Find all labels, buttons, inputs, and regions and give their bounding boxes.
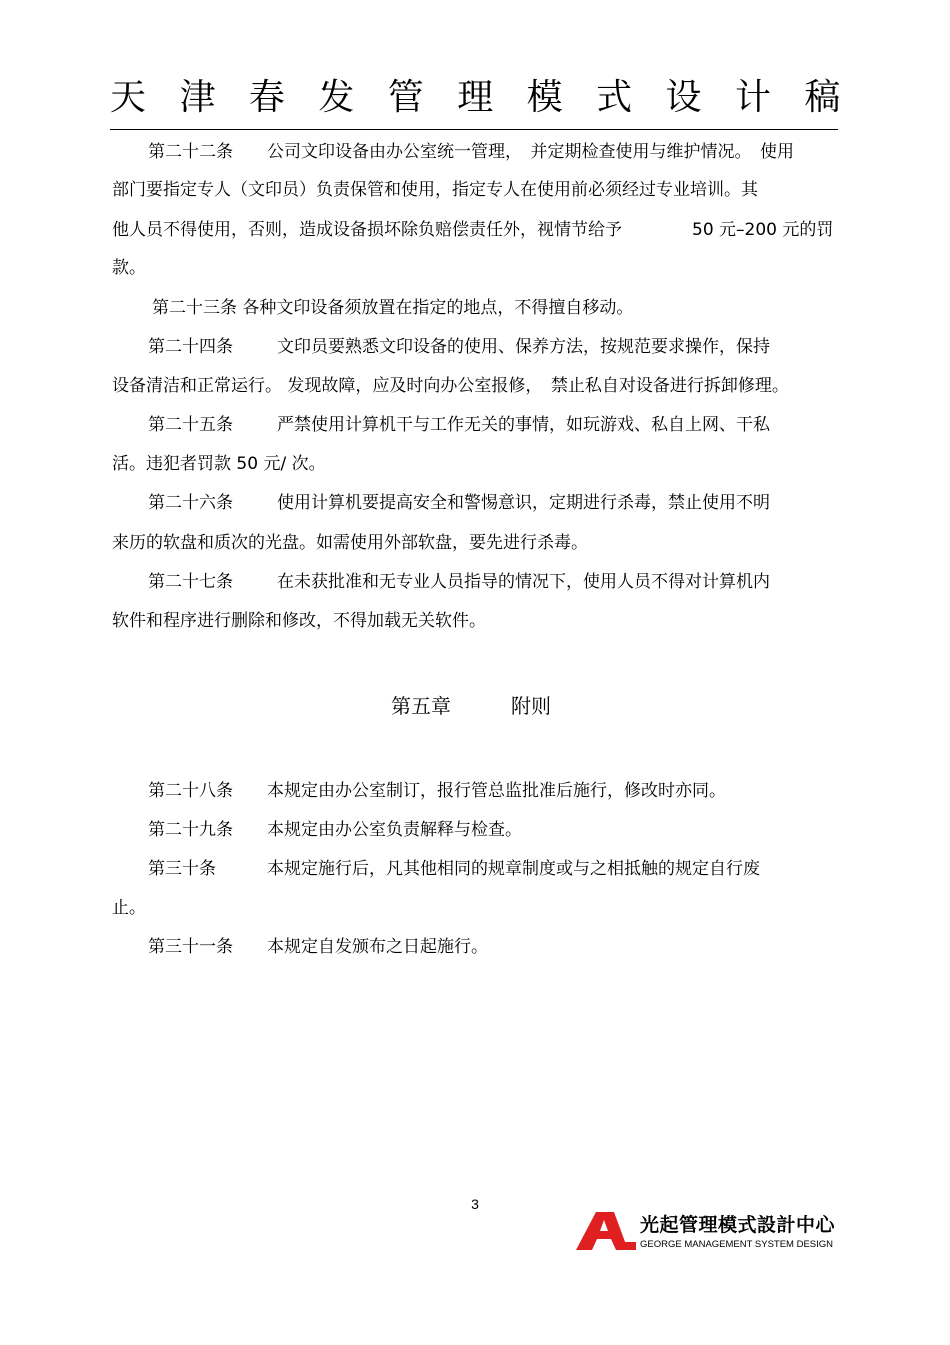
article-25-text-line-1: 严禁使用计算机干与工作无关的事情，如玩游戏、私自上网、干私: [277, 415, 770, 435]
article-28-label: 第二十八条: [148, 781, 233, 801]
article-30-label: 第三十条: [148, 859, 216, 879]
article-22-text-line-2: 部门要指定专人（文印员）负责保管和使用，指定专人在使用前必须经过专业培训。其: [112, 180, 758, 200]
article-24-text-line-2: 设备清洁和正常运行。 发现故障，应及时向办公室报修， 禁止私自对设备进行拆卸修理。: [112, 376, 789, 396]
article-27-text-line-1: 在未获批准和无专业人员指导的情况下，使用人员不得对计算机内: [277, 572, 770, 592]
article-24-text-line-1: 文印员要熟悉文印设备的使用、保养方法，按规范要求操作，保持: [277, 337, 770, 357]
header-divider: [110, 129, 838, 130]
logo-a-mark-icon: [576, 1212, 638, 1252]
article-22-text-line-3: 他人员不得使用，否则，造成设备损坏除负赔偿责任外，视情节给予: [112, 220, 622, 240]
document-header-title: 天 津 春 发 管 理 模 式 设 计 稿: [110, 77, 852, 118]
article-22-text-line-1: 公司文印设备由办公室统一管理， 并定期检查使用与维护情况。 使用: [267, 142, 794, 162]
article-26-text-line-2: 来历的软盘和质次的光盘。如需使用外部软盘，要先进行杀毒。: [112, 533, 588, 553]
article-24-label: 第二十四条: [148, 337, 233, 357]
logo-name: 光起管理模式設計中心: [640, 1214, 836, 1236]
article-23-text: 第二十三条 各种文印设备须放置在指定的地点，不得擅自移动。: [152, 298, 634, 318]
article-27-label: 第二十七条: [148, 572, 233, 592]
article-29-text: 本规定由办公室负责解释与检查。: [267, 820, 522, 840]
page-number: 3: [471, 1196, 479, 1212]
article-29-label: 第二十九条: [148, 820, 233, 840]
article-26-label: 第二十六条: [148, 493, 233, 513]
article-31-label: 第三十一条: [148, 937, 233, 957]
company-logo: [576, 1209, 838, 1255]
article-28-text: 本规定由办公室制订，报行管总监批准后施行，修改时亦同。: [267, 781, 726, 801]
article-25-text-line-2: 活。违犯者罚款 50 元/ 次。: [112, 454, 326, 474]
article-22-fine-range: 50 元–200 元的罚: [692, 220, 834, 240]
article-22-text-line-4: 款。: [112, 258, 146, 278]
article-26-text-line-1: 使用计算机要提高安全和警惕意识，定期进行杀毒，禁止使用不明: [277, 493, 770, 513]
article-22-label: 第二十二条: [148, 142, 233, 162]
article-31-text: 本规定自发颁布之日起施行。: [267, 937, 488, 957]
article-25-label: 第二十五条: [148, 415, 233, 435]
logo-tagline: GEORGE MANAGEMENT SYSTEM DESIGN: [640, 1239, 834, 1250]
article-30-text-line-2: 止。: [112, 898, 146, 918]
chapter-number: 第五章: [391, 694, 451, 718]
article-27-text-line-2: 软件和程序进行删除和修改，不得加载无关软件。: [112, 611, 486, 631]
article-30-text-line-1: 本规定施行后，凡其他相同的规章制度或与之相抵触的规定自行废: [267, 859, 760, 879]
chapter-name: 附则: [511, 694, 551, 718]
